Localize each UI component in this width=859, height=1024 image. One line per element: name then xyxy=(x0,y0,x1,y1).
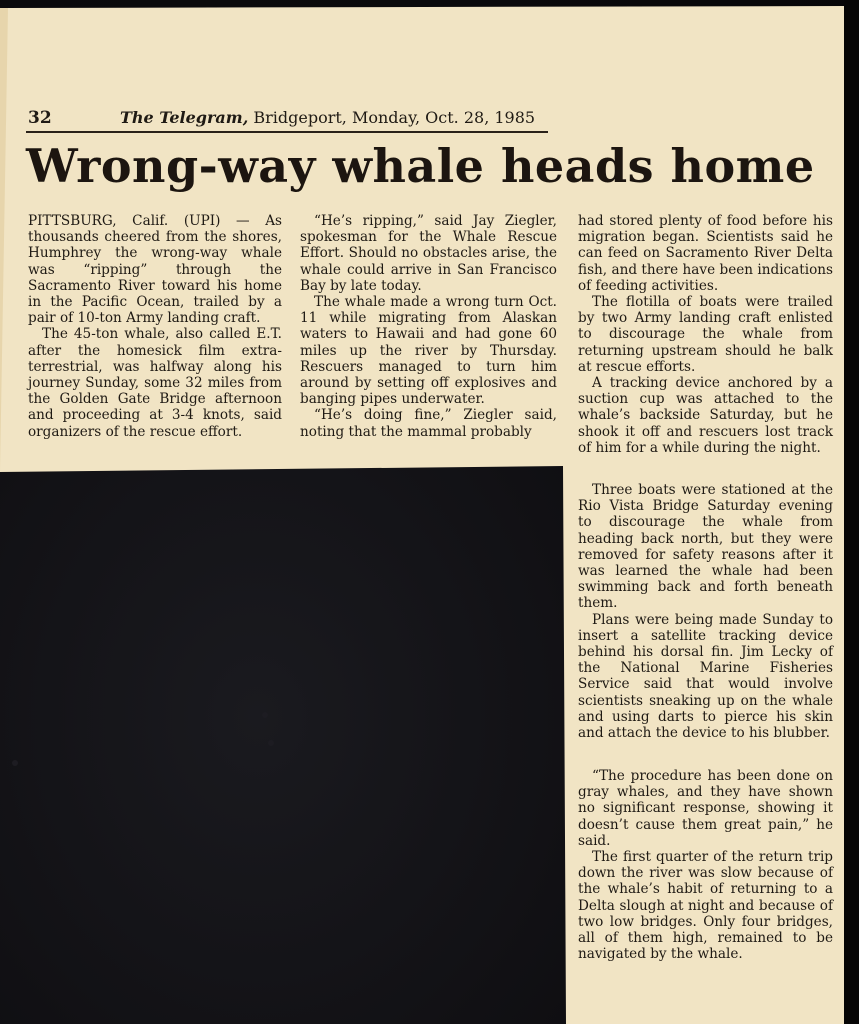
column-3-bottom xyxy=(578,768,833,962)
page-number: 32 xyxy=(28,108,52,128)
newspaper-name: The Telegram, xyxy=(120,108,249,127)
paragraph: had stored plenty of food before his migration began. Scientists said he can feed on Sacramento River Delta fish, and there have been indications of feeding activities. xyxy=(578,213,833,294)
paragraph: Three boats were stationed at the Rio Vista Bridge Saturday evening to discourage the whale from heading back north, but they were removed for safety reasons after it was learned the whale had been swimming back and forth beneath them. xyxy=(578,482,833,612)
headline: Wrong-way whale heads home xyxy=(26,139,815,193)
paragraph: The whale made a wrong turn Oct. 11 while migrating from Alaskan waters to Hawaii and had gone 60 miles up the river by Thursday. Rescuers managed to turn him around by setting off explosives and banging pipes underwater. xyxy=(300,294,557,408)
paragraph: PITTSBURG, Calif. (UPI) — As thousands cheered from the shores, Humphrey the wrong-way whale was “ripping” through the Sacramento River toward his home in the Pacific Ocean, trailed by a pair of 10-ton Army landing craft. xyxy=(28,213,282,327)
dateline-text: Bridgeport, Monday, Oct. 28, 1985 xyxy=(248,108,536,127)
paragraph: “He’s ripping,” said Jay Ziegler, spokesman for the Whale Rescue Effort. Should no obstacles arise, the whale could arrive in San Francisco Bay by late today. xyxy=(300,213,557,294)
paragraph: The flotilla of boats were trailed by two Army landing craft enlisted to discourage the whale from returning upstream should he balk at rescue efforts. xyxy=(578,294,833,375)
dateline xyxy=(120,108,535,127)
dateline-rule xyxy=(26,131,548,133)
paragraph: “He’s doing fine,” Ziegler said, noting that the mammal probably xyxy=(300,407,557,440)
paragraph: “The procedure has been done on gray whales, and they have shown no significant response, showing it doesn’t cause them great pain,” he said. xyxy=(578,768,833,849)
column-1 xyxy=(28,213,282,440)
paragraph: A tracking device anchored by a suction cup was attached to the whale’s backside Saturday, but he shook it off and rescuers lost track of him for a while during the night. xyxy=(578,375,833,456)
column-3-middle xyxy=(578,482,833,741)
paragraph: Plans were being made Sunday to insert a satellite tracking device behind his dorsal fin. Jim Lecky of the National Marine Fisheries Service said that would involve scientists sneaking up on the whale and using darts to pierce his skin and attach the device to his blubber. xyxy=(578,611,833,742)
column-3-top xyxy=(578,213,833,456)
column-2 xyxy=(300,213,557,440)
paragraph: The 45-ton whale, also called E.T. after the homesick film extra-terrestrial, was halfway along his journey Sunday, some 32 miles from the Golden Gate Bridge afternoon and proceeding at 3-4 knots, said organizers of the rescue effort. xyxy=(28,326,282,440)
paragraph: The first quarter of the return trip down the river was slow because of the whale’s habit of returning to a Delta slough at night and because of two low bridges. Only four bridges, all of them high, remained to be navigated by the whale. xyxy=(578,849,833,963)
